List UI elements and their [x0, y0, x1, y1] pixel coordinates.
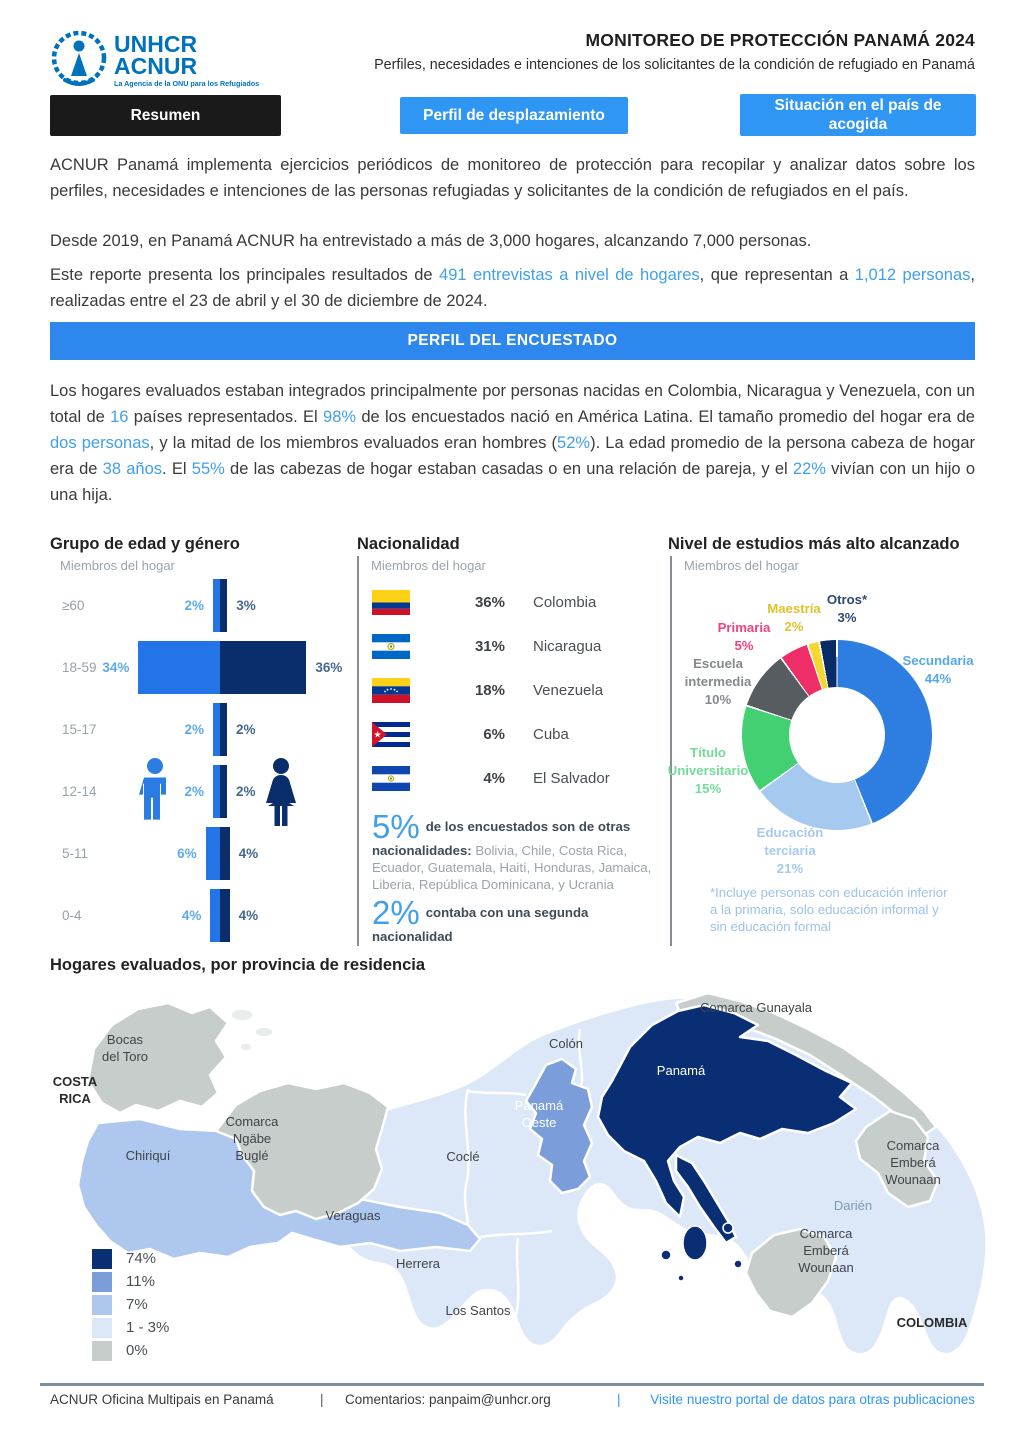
age-gender-pyramid-chart	[50, 577, 350, 949]
highlight-interviews: 491 entrevistas a nivel de hogares	[439, 266, 700, 284]
age-label: 5-11	[62, 846, 89, 861]
female-pct: 4%	[238, 846, 259, 861]
male-bar	[213, 703, 220, 756]
donut-label-escuela-intermedia: Escuela intermedia 10%	[684, 656, 752, 707]
male-pct: 34%	[102, 660, 130, 675]
donut-label-otros: Otros* 3%	[826, 592, 868, 625]
map-legend	[92, 1247, 169, 1362]
brand-line2: ACNUR	[114, 53, 198, 79]
legend-swatch	[92, 1318, 112, 1338]
legend-swatch	[92, 1341, 112, 1361]
unhcr-emblem-icon	[54, 33, 104, 84]
label-embera-2: Comarca Emberá Wounaan	[798, 1226, 854, 1275]
pyramid-row	[50, 701, 350, 758]
nationality-country: Cuba	[533, 726, 569, 743]
male-bar	[210, 889, 220, 942]
text-segment: vivían con un hijo o una hija.	[50, 460, 976, 504]
text-segment: , realizadas entre el 23 de abril y el 30 de diciembre de 2024.	[50, 266, 975, 310]
pyramid-row	[50, 577, 350, 634]
nationality-pct: 31%	[474, 638, 505, 655]
age-label: 0-4	[62, 908, 82, 923]
text-segment: de las cabezas de hogar estaban casadas o en una relación de pareja, y el	[224, 460, 793, 478]
el-salvador-flag-icon	[372, 766, 410, 791]
male-bar	[213, 579, 220, 632]
legend-item: 0%	[92, 1339, 169, 1362]
highlight-52pct: 52%	[557, 434, 591, 452]
label-ngabe-bugle: Comarca Ngäbe Buglé	[225, 1114, 279, 1163]
highlight-household-size: dos personas	[50, 434, 150, 452]
label-colon: Colón	[549, 1036, 583, 1051]
highlight-55pct: 55%	[191, 460, 225, 478]
pyramid-row	[50, 887, 350, 944]
male-pct: 6%	[177, 846, 197, 861]
label-embera-1: Comarca Emberá Wounaan	[885, 1138, 941, 1187]
female-bar	[220, 579, 227, 632]
legend-swatch	[92, 1249, 112, 1269]
female-bar	[220, 889, 230, 942]
male-bar	[213, 765, 220, 818]
male-pct: 2%	[184, 784, 204, 799]
legend-item: 74%	[92, 1247, 169, 1270]
pyramid-row	[50, 763, 350, 820]
age-label: ≥60	[62, 598, 85, 613]
female-pct: 2%	[236, 722, 256, 737]
education-footnote: *Incluye personas con educación inferior a la primaria, solo educación informal y sin educación formal	[710, 885, 948, 934]
female-pct: 3%	[236, 598, 256, 613]
nationality-country: Colombia	[533, 594, 597, 611]
nationality-pct: 18%	[474, 682, 505, 699]
text-segment: Este reporte presenta los principales resultados de	[50, 266, 440, 284]
footer-separator-blue: |	[617, 1392, 621, 1407]
tab-resumen[interactable]: Resumen	[50, 95, 281, 136]
text-segment: . El	[162, 460, 192, 478]
other-nationalities-list: Bolivia, Chile, Costa Rica, Ecuador, Guatemala, Haití, Honduras, Jamaica, Liberia, República Dominicana, y Ucrania	[372, 843, 652, 892]
highlight-98pct: 98%	[323, 408, 357, 426]
other-nationalities-pct: 5%	[372, 808, 420, 845]
intro-paragraph-3	[50, 262, 975, 314]
age-label: 12-14	[62, 784, 97, 799]
nationality-pct: 36%	[474, 594, 505, 611]
label-costa-rica: COSTA RICA	[52, 1074, 98, 1106]
donut-label-primaria: Primaria 5%	[717, 620, 771, 653]
male-pct: 2%	[184, 598, 204, 613]
second-nationality-note	[372, 894, 654, 945]
venezuela-flag-icon	[372, 678, 410, 703]
bocas-islands	[231, 1009, 273, 1051]
highlight-persons: 1,012 personas	[854, 266, 971, 284]
legend-item: 1 - 3%	[92, 1316, 169, 1339]
education-title: Nivel de estudios más alto alcanzado	[668, 535, 960, 553]
donut-label-secundaria: Secundaria 44%	[902, 653, 974, 686]
label-panama-oeste: Panamá Oeste	[514, 1098, 564, 1130]
panama-choropleth-map	[40, 985, 990, 1385]
colombia-flag-icon	[372, 590, 410, 615]
intro-paragraph-1: ACNUR Panamá implementa ejercicios periódicos de monitoreo de protección para recopilar y analizar datos sobre los perfiles, necesidades e intenciones de las personas refugiadas y solicitantes de la condición de refugiados en el país.	[50, 156, 975, 200]
label-veraguas: Veraguas	[325, 1208, 381, 1223]
nationality-row	[372, 590, 662, 615]
nationality-row	[372, 722, 662, 747]
legend-swatch	[92, 1295, 112, 1315]
panama-islands	[661, 1223, 742, 1281]
intro-paragraph-2: Desde 2019, en Panamá ACNUR ha entrevistado a más de 3,000 hogares, alcanzando 7,000 personas.	[50, 232, 812, 250]
female-bar	[220, 827, 230, 880]
footer-rule	[40, 1383, 984, 1386]
female-icon	[260, 758, 302, 832]
label-chiriqui: Chiriquí	[125, 1148, 171, 1163]
label-cocle: Coclé	[446, 1149, 480, 1164]
nationality-country: Nicaragua	[533, 638, 602, 655]
label-panama: Panamá	[656, 1063, 706, 1078]
donut-label-titulo-universitario: Título Universitario 15%	[667, 745, 749, 796]
label-colombia: COLOMBIA	[896, 1315, 968, 1330]
age-label: 15-17	[62, 722, 97, 737]
female-pct: 2%	[236, 784, 256, 799]
nicaragua-flag-icon	[372, 634, 410, 659]
map-title: Hogares evaluados, por provincia de residencia	[50, 956, 426, 974]
female-bar	[220, 703, 227, 756]
text-segment: , y la mitad de los miembros evaluados eran hombres (	[149, 434, 558, 452]
legend-swatch	[92, 1272, 112, 1292]
label-bocas-del-toro: Bocas del Toro	[101, 1032, 149, 1064]
label-gunayala: Comarca Gunayala	[700, 1000, 812, 1015]
text-segment: Los hogares evaluados estaban integrados principalmente por personas nacidas en Colombia, Nicaragua y Venezuela, con un total de	[50, 382, 975, 426]
brand-line1: UNHCR	[114, 31, 198, 57]
donut-label-maestria: Maestría 2%	[767, 601, 821, 634]
unhcr-logo	[50, 26, 300, 94]
nationality-pct: 4%	[483, 770, 505, 787]
footer-org: ACNUR Oficina Multipais en Panamá	[50, 1392, 274, 1407]
highlight-age: 38 años	[102, 460, 163, 478]
male-pct: 4%	[181, 908, 202, 923]
nationality-row	[372, 766, 662, 791]
age-label: 18-59	[62, 660, 97, 675]
highlight-countries: 16	[110, 408, 129, 426]
footer-separator: |	[320, 1392, 324, 1407]
label-herrera: Herrera	[395, 1256, 441, 1271]
education-subtitle: Miembros del hogar	[684, 558, 799, 573]
page-title: MONITOREO DE PROTECCIÓN PANAMÁ 2024	[585, 30, 975, 50]
other-nationalities-note	[372, 808, 654, 893]
other-nationalities-lead: de los encuestados son de otras nacionalidades:	[372, 819, 631, 858]
male-pct: 2%	[184, 722, 204, 737]
column-divider	[357, 556, 359, 946]
age-gender-title: Grupo de edad y género	[50, 535, 240, 553]
text-segment: ). La edad promedio de la persona cabeza de hogar era de	[50, 434, 975, 478]
legend-item: 11%	[92, 1270, 169, 1293]
female-bar	[220, 765, 227, 818]
nationality-country: El Salvador	[533, 770, 610, 787]
donut-hole	[789, 687, 885, 783]
tab-situacion-pais-acogida[interactable]: Situación en el país de acogida	[740, 94, 976, 136]
cuba-flag-icon	[372, 722, 410, 747]
female-pct: 4%	[238, 908, 259, 923]
footer-portal-link[interactable]: Visite nuestro portal de datos para otras publicaciones	[650, 1392, 975, 1407]
nationality-row	[372, 678, 662, 703]
male-bar	[206, 827, 220, 880]
text-segment: de los encuestados nació en América Latina. El tamaño promedio del hogar era de	[356, 408, 975, 426]
second-nationality-text: contaba con una segunda nacionalidad	[372, 905, 589, 944]
page-subtitle: Perfiles, necesidades e intenciones de los solicitantes de la condición de refugiado en Panamá	[374, 57, 975, 73]
label-darien: Darién	[833, 1198, 873, 1213]
donut-label-educacion-terciaria: Educación terciaria 21%	[756, 825, 824, 876]
text-segment: , que representan a	[699, 266, 855, 284]
female-pct: 36%	[315, 660, 343, 675]
nationality-title: Nacionalidad	[357, 535, 460, 553]
text-segment: países representados. El	[128, 408, 324, 426]
pyramid-row	[50, 639, 350, 696]
footer-comments: Comentarios: panpaim@unhcr.org	[345, 1392, 551, 1407]
tab-perfil-desplazamiento[interactable]: Perfil de desplazamiento	[400, 97, 628, 134]
pyramid-row	[50, 825, 350, 882]
highlight-22pct: 22%	[792, 460, 826, 478]
nationality-subtitle: Miembros del hogar	[371, 558, 486, 573]
age-gender-subtitle: Miembros del hogar	[60, 558, 175, 573]
brand-tagline: La Agencia de la ONU para los Refugiados	[114, 79, 260, 88]
nationality-pct: 6%	[483, 726, 505, 743]
nationality-row	[372, 634, 662, 659]
label-los-santos: Los Santos	[445, 1303, 511, 1318]
male-bar	[138, 641, 220, 694]
male-icon	[136, 758, 174, 832]
female-bar	[220, 641, 306, 694]
profile-paragraph	[50, 378, 975, 508]
second-nationality-pct: 2%	[372, 894, 420, 931]
legend-item: 7%	[92, 1293, 169, 1316]
section-banner-perfil-encuestado: PERFIL DEL ENCUESTADO	[50, 322, 975, 360]
nationality-country: Venezuela	[533, 682, 604, 699]
